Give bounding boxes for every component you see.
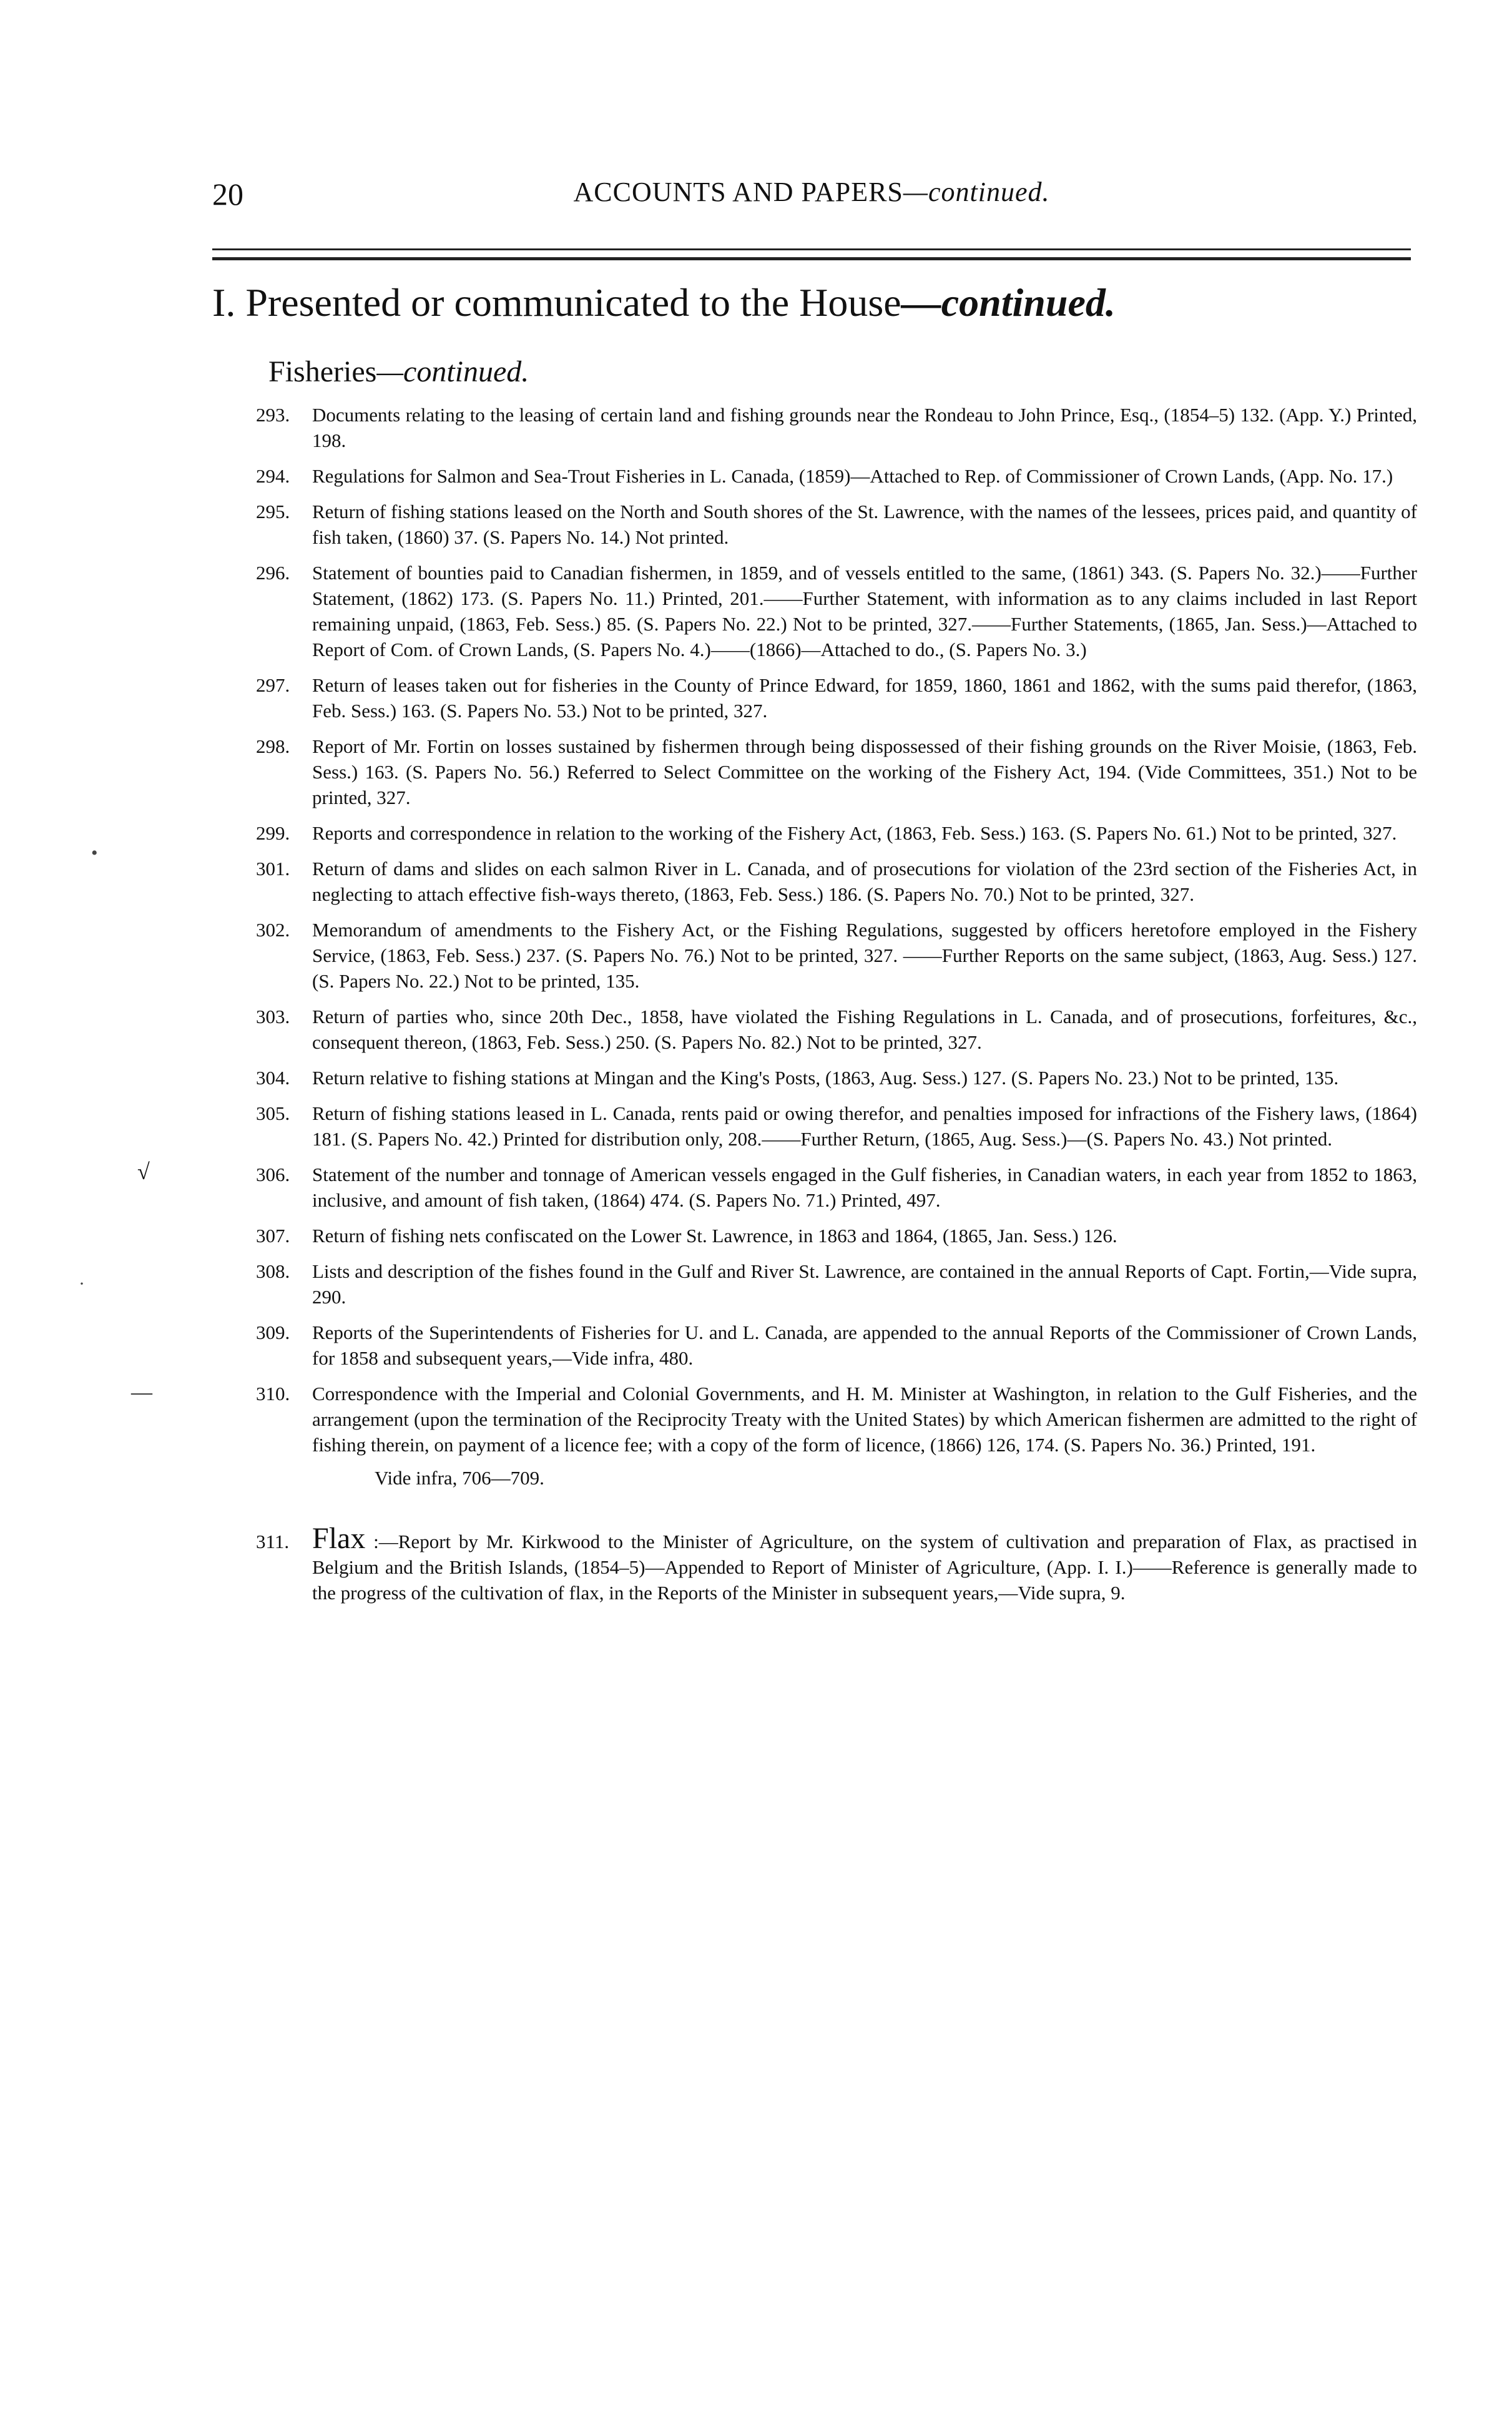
- entry-number: 307.: [256, 1225, 290, 1247]
- entry-text: Return of dams and slides on each salmon River in L. Canada, and of prosecutions for violation of the 23rd section of the Fisheries Act, in neglecting to attach effective fish-ways thereto, (1863, Feb. Sess.) 186. (S. Papers No. 70.) Not to be printed, 327.: [312, 858, 1417, 905]
- entry-text: Return of fishing stations leased on the North and South shores of the St. Lawrence, with the names of the lessees, prices paid, and quantity of fish taken, (1860) 37. (S. Papers No. 14.) Not printed.: [312, 501, 1417, 548]
- entry-text: Return of leases taken out for fisheries in the County of Prince Edward, for 1859, 1860, 1861 and 1862, with the sums paid therefor, (1863, Feb. Sess.) 163. (S. Papers No. 53.) Not to be printed, 327.: [312, 674, 1417, 722]
- speck-mark: •: [91, 843, 98, 863]
- entry-number: 301.: [256, 858, 290, 880]
- entry-304: [256, 1065, 1417, 1091]
- document-page: [131, 0, 1418, 2427]
- entry-298: [256, 733, 1417, 810]
- entry-text: Lists and description of the fishes found in the Gulf and River St. Lawrence, are contained in the annual Reports of Capt. Fortin,—Vide supra, 290.: [312, 1260, 1417, 1308]
- entry-306: √ 306. Statement of the number and tonnage of American vessels engaged in the Gulf fisheries, in Canadian waters, in each year from 1852 to 1863, inclusive, and amount of fish taken, (1864) 474. (S. Papers No. 71.) Printed, 497.: [137, 1159, 1417, 1211]
- entry-text: Correspondence with the Imperial and Colonial Governments, and H. M. Minister at Washington, in relation to the Gulf Fisheries, and the arrangement (upon the termination of the Reciprocity Treaty with the United States) by which American fishermen are admitted to the right of fishing therein, on payment of a licence fee; with a copy of the form of licence, (1866) 126, 174. (S. Papers No. 36.) Printed, 191.: [312, 1383, 1417, 1456]
- entry-number: 302.: [256, 919, 290, 941]
- header-rule-thin: [212, 248, 1411, 250]
- entry-309: [256, 1320, 1417, 1371]
- entry-number: 298.: [256, 735, 290, 757]
- entry-text: Documents relating to the leasing of certain land and fishing grounds near the Rondeau to John Prince, Esq., (1854–5) 132. (App. Y.) Printed, 198.: [312, 404, 1417, 451]
- page-header: [212, 176, 1411, 226]
- entry-number: 310.: [256, 1383, 290, 1405]
- entry-text: Return of parties who, since 20th Dec., 1858, have violated the Fishing Regulations in L. Canada, and of prosecutions, forfeitures, &c., consequent thereon, (1863, Feb. Sess.) 250. (S. Papers No. 82.) Not to be printed, 327.: [312, 1006, 1417, 1053]
- vide-reference: Vide infra, 706—709.: [375, 1467, 544, 1489]
- entry-303: [256, 1004, 1417, 1055]
- entry-list: [131, 402, 1418, 1616]
- entry-text: Report of Mr. Fortin on losses sustained by fishermen through being dispossessed of their fishing grounds on the River Moisie, (1863, Feb. Sess.) 163. (S. Papers No. 56.) Referred to Select Committee on the working of the Fishery Act, 194. (Vide Committees, 351.) Not to be printed, 327.: [312, 735, 1417, 808]
- entry-293: [256, 402, 1417, 453]
- entry-297: [256, 672, 1417, 723]
- entry-number: 305.: [256, 1102, 290, 1124]
- section-heading: [212, 280, 1116, 326]
- subsection-heading-continued: —continued.: [376, 355, 529, 388]
- entry-302: [256, 917, 1417, 994]
- entry-310: — 310. Correspondence with the Imperial and Colonial Governments, and H. M. Minister at Washington, in relation to the Gulf Fisheries, and the arrangement (upon the termination of the Reciprocity Treaty with the United States) by which American fishermen are admitted to the right of fishing therein, on payment of a licence fee; with a copy of the form of licence, (1866) 126, 174. (S. Papers No. 36.) Printed, 191.: [131, 1381, 1417, 1456]
- entry-305: [256, 1101, 1417, 1152]
- page-number: 20: [212, 177, 243, 212]
- entry-301: [256, 856, 1417, 907]
- entry-number: 306.: [256, 1164, 290, 1185]
- entry-number: 308.: [256, 1260, 290, 1282]
- entry-number: 303.: [256, 1006, 290, 1027]
- speck-mark: ·: [79, 1273, 85, 1294]
- entry-text: Reports and correspondence in relation to the working of the Fishery Act, (1863, Feb. Sess.) 163. (S. Papers No. 61.) Not to be printed, 327.: [312, 822, 1397, 844]
- entry-text: Regulations for Salmon and Sea-Trout Fisheries in L. Canada, (1859)—Attached to Rep. of Commissioner of Crown Lands, (App. No. 17.): [312, 465, 1393, 487]
- subsection-heading-text: Fisheries: [268, 355, 377, 388]
- entry-294: [256, 463, 1417, 489]
- entry-text: Return of fishing stations leased in L. Canada, rents paid or owing therefor, and penalties imposed for infractions of the Fishery laws, (1864) 181. (S. Papers No. 42.) Printed for distribution only, 208.——Further Return, (1865, Aug. Sess.)—(S. Papers No. 43.) Not printed.: [312, 1102, 1417, 1150]
- entry-296: [256, 560, 1417, 662]
- entry-number: 304.: [256, 1067, 290, 1089]
- entry-308: [256, 1258, 1417, 1310]
- entry-311: [256, 1522, 1418, 1606]
- entry-text: Statement of the number and tonnage of American vessels engaged in the Gulf fisheries, in Canadian waters, in each year from 1852 to 1863, inclusive, and amount of fish taken, (1864) 474. (S. Papers No. 71.) Printed, 497.: [312, 1164, 1417, 1211]
- entry-number: 309.: [256, 1321, 290, 1343]
- entry-number: 294.: [256, 465, 290, 487]
- entry-text: Return relative to fishing stations at Mingan and the King's Posts, (1863, Aug. Sess.) 127. (S. Papers No. 23.) Not to be printed, 135.: [312, 1067, 1339, 1089]
- running-title-text: ACCOUNTS AND PAPERS: [573, 177, 903, 207]
- entry-text: Return of fishing nets confiscated on the Lower St. Lawrence, in 1863 and 1864, (1865, Jan. Sess.) 126.: [312, 1225, 1117, 1247]
- flax-heading: Flax: [312, 1522, 366, 1555]
- entry-295: [256, 499, 1417, 550]
- entry-text: Reports of the Superintendents of Fisheries for U. and L. Canada, are appended to the annual Reports of the Commissioner of Crown Lands, for 1858 and subsequent years,—Vide infra, 480.: [312, 1321, 1417, 1369]
- entry-text: Statement of bounties paid to Canadian fishermen, in 1859, and of vessels entitled to the same, (1861) 343. (S. Papers No. 32.)——Further Statement, (1862) 173. (S. Papers No. 11.) Printed, 201.——Further Statement, with information as to any claims included in last Report remaining unpaid, (1863, Feb. Sess.) 85. (S. Papers No. 22.) Not to be printed, 327.——Further Statements, (1865, Jan. Sess.)—Attached to Report of Com. of Crown Lands, (S. Papers No. 4.)——(1866)—Attached to do., (S. Papers No. 3.): [312, 562, 1417, 660]
- section-heading-text: I. Presented or communicated to the House: [212, 280, 901, 325]
- running-title-continued: —continued.: [903, 177, 1050, 207]
- header-rule-thick: [212, 257, 1411, 260]
- entry-text: [312, 1522, 1418, 1604]
- running-title: [212, 176, 1411, 208]
- subsection-heading: [268, 355, 529, 389]
- entry-number: 297.: [256, 674, 290, 696]
- entry-number: 296.: [256, 562, 290, 584]
- entry-307: [256, 1223, 1417, 1248]
- entry-number: 299.: [256, 822, 290, 844]
- entry-number: 295.: [256, 501, 290, 522]
- section-heading-continued: —continued.: [901, 280, 1116, 325]
- entry-number: 293.: [256, 404, 290, 426]
- entry-text: Memorandum of amendments to the Fishery Act, or the Fishing Regulations, suggested by officers heretofore employed in the Fishery Service, (1863, Feb. Sess.) 237. (S. Papers No. 76.) Not to be printed, 327. ——Further Reports on the same subject, (1863, Aug. Sess.) 127. (S. Papers No. 22.) Not to be printed, 135.: [312, 919, 1417, 992]
- entry-number: 311.: [256, 1531, 290, 1552]
- flax-text: :—Report by Mr. Kirkwood to the Minister of Agriculture, on the system of cultivation and preparation of Flax, as practised in Belgium and the British Islands, (1854–5)—Appended to Report of Minister of Agriculture, (App. I. I.)——Reference is generally made to the progress of the cultivation of flax, in the Reports of the Minister in subsequent years,—Vide supra, 9.: [312, 1531, 1418, 1604]
- entry-299: [256, 820, 1417, 846]
